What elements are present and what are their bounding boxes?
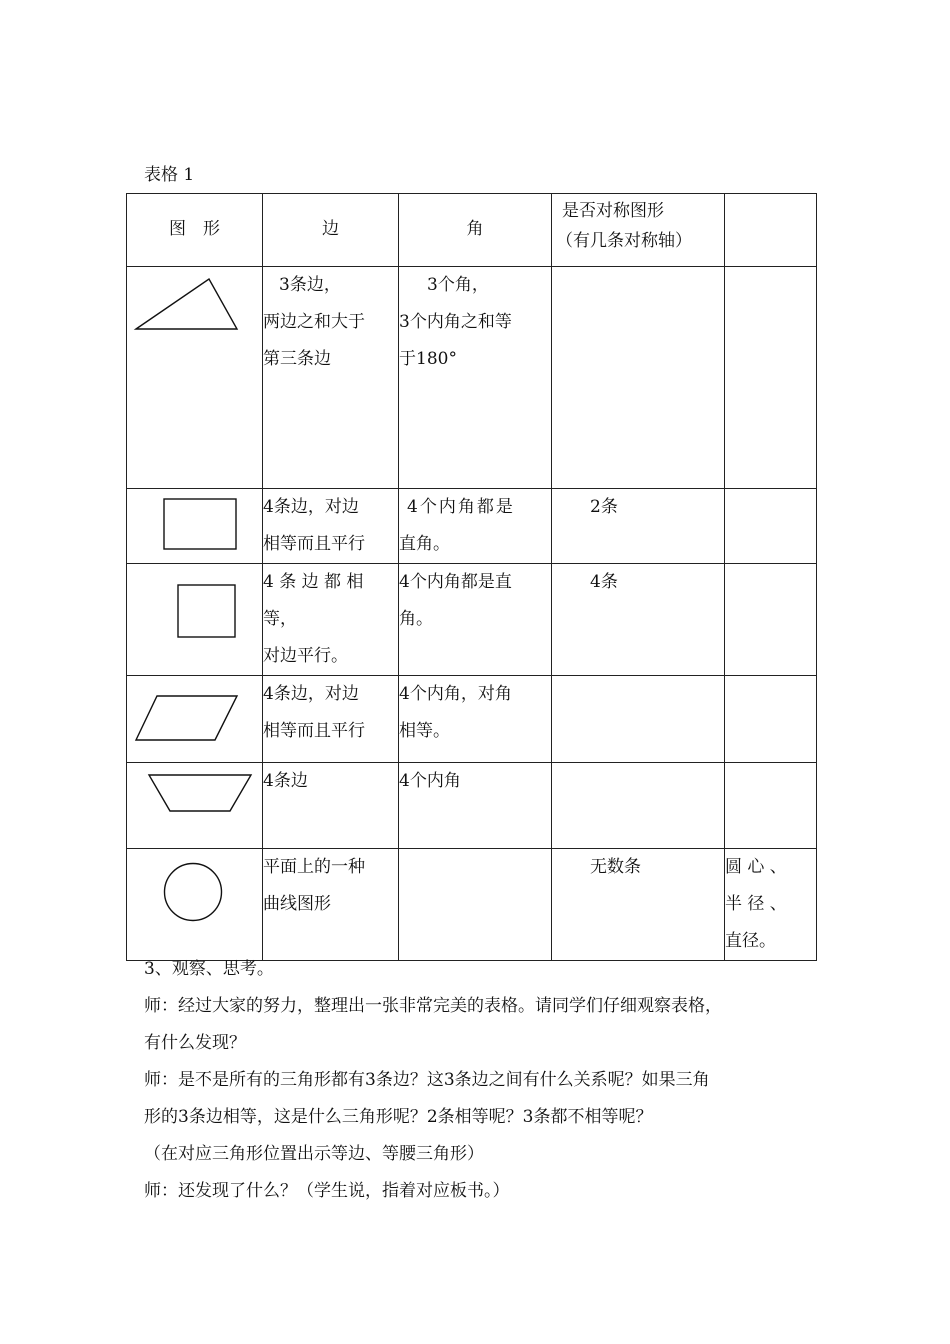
table-caption: 表格 1 (144, 165, 195, 185)
shape-cell (127, 676, 263, 763)
edges-cell (263, 489, 399, 564)
edges-cell (263, 763, 399, 849)
edges-line: 等， (263, 609, 297, 629)
body-text (144, 951, 824, 1210)
symmetric-cell: 2条 (552, 489, 725, 564)
paragraph-line: （在对应三角形位置出示等边、等腰三角形） (144, 1144, 484, 1164)
symmetric-cell: 4条 (552, 564, 725, 676)
symmetric-cell (552, 676, 725, 763)
table-row (127, 267, 817, 489)
extra-line: 半 径 、 (725, 894, 787, 914)
angles-line: 相等。 (399, 721, 450, 741)
header-extra (725, 194, 817, 267)
paragraph-line: 师：经过大家的努力，整理出一张非常完美的表格。请同学们仔细观察表格， (144, 996, 722, 1016)
header-angles: 角 (399, 194, 552, 267)
shapes-table (126, 193, 817, 961)
extra-cell (725, 267, 817, 489)
section-heading: 3、观察、思考。 (144, 959, 274, 979)
header-symmetric-title: 是否对称图形 (562, 201, 664, 221)
edges-line: 平面上的一种 (263, 857, 365, 877)
angles-line: 4个内角都是 (407, 497, 515, 517)
circle-icon (127, 849, 261, 957)
angles-cell (399, 849, 552, 961)
extra-cell (725, 489, 817, 564)
edges-cell (263, 267, 399, 489)
symmetric-cell (552, 267, 725, 489)
angles-line: 4个内角，对角 (399, 684, 512, 704)
extra-line: 直径。 (725, 931, 776, 951)
angles-cell (399, 763, 552, 849)
edges-line: 4条边，对边 (263, 497, 359, 517)
edges-line: 4条边，对边 (263, 684, 359, 704)
edges-line: 4 条 边 都 相 (263, 572, 364, 592)
rectangle-icon (127, 489, 261, 561)
edges-cell (263, 849, 399, 961)
trapezoid-icon (127, 763, 261, 843)
angles-line: 直角。 (399, 534, 450, 554)
angles-line: 3个内角之和等 (399, 312, 512, 332)
table-row (127, 489, 817, 564)
shape-cell (127, 489, 263, 564)
header-shape: 图 形 (127, 194, 263, 267)
edges-line: 两边之和大于 (263, 312, 365, 332)
shape-cell (127, 849, 263, 961)
shape-cell (127, 267, 263, 489)
edges-line: 3条边， (279, 275, 341, 295)
angles-cell (399, 267, 552, 489)
angles-cell (399, 676, 552, 763)
edges-line: 相等而且平行 (263, 721, 365, 741)
table-row (127, 564, 817, 676)
shape-cell (127, 564, 263, 676)
edges-cell (263, 676, 399, 763)
symmetric-cell (552, 763, 725, 849)
extra-cell (725, 763, 817, 849)
table-row (127, 763, 817, 849)
angles-cell (399, 564, 552, 676)
shape-cell (127, 763, 263, 849)
paragraph-line: 师：是不是所有的三角形都有3条边？这3条边之间有什么关系呢？如果三角 (144, 1070, 710, 1090)
extra-cell (725, 564, 817, 676)
header-edges: 边 (263, 194, 399, 267)
angles-line: 角。 (399, 609, 433, 629)
triangle-icon (127, 267, 261, 347)
edges-line: 曲线图形 (263, 894, 331, 914)
angles-line: 4个内角 (399, 771, 461, 791)
square-icon (127, 564, 261, 664)
table-header-row (127, 194, 817, 267)
paragraph-line: 有什么发现？ (144, 1033, 246, 1053)
extra-line: 圆 心 、 (725, 857, 787, 877)
angles-line: 4个内角都是直 (399, 572, 512, 592)
extra-cell (725, 676, 817, 763)
table-row (127, 676, 817, 763)
header-symmetric-sub: （有几条对称轴） (556, 231, 692, 251)
angles-cell (399, 489, 552, 564)
extra-cell (725, 849, 817, 961)
parallelogram-icon (127, 676, 261, 760)
symmetric-cell: 无数条 (552, 849, 725, 961)
edges-line: 对边平行。 (263, 646, 348, 666)
edges-line: 相等而且平行 (263, 534, 365, 554)
edges-cell (263, 564, 399, 676)
edges-line: 第三条边 (263, 349, 331, 369)
table-row (127, 849, 817, 961)
edges-line: 4条边 (263, 771, 308, 791)
paragraph-line: 形的3条边相等，这是什么三角形呢？2条相等呢？3条都不相等呢？ (144, 1107, 653, 1127)
angles-line: 于180° (399, 349, 457, 369)
angles-line: 3个角， (427, 275, 489, 295)
paragraph-line: 师：还发现了什么？（学生说，指着对应板书。） (144, 1181, 510, 1201)
header-symmetric (552, 194, 725, 267)
